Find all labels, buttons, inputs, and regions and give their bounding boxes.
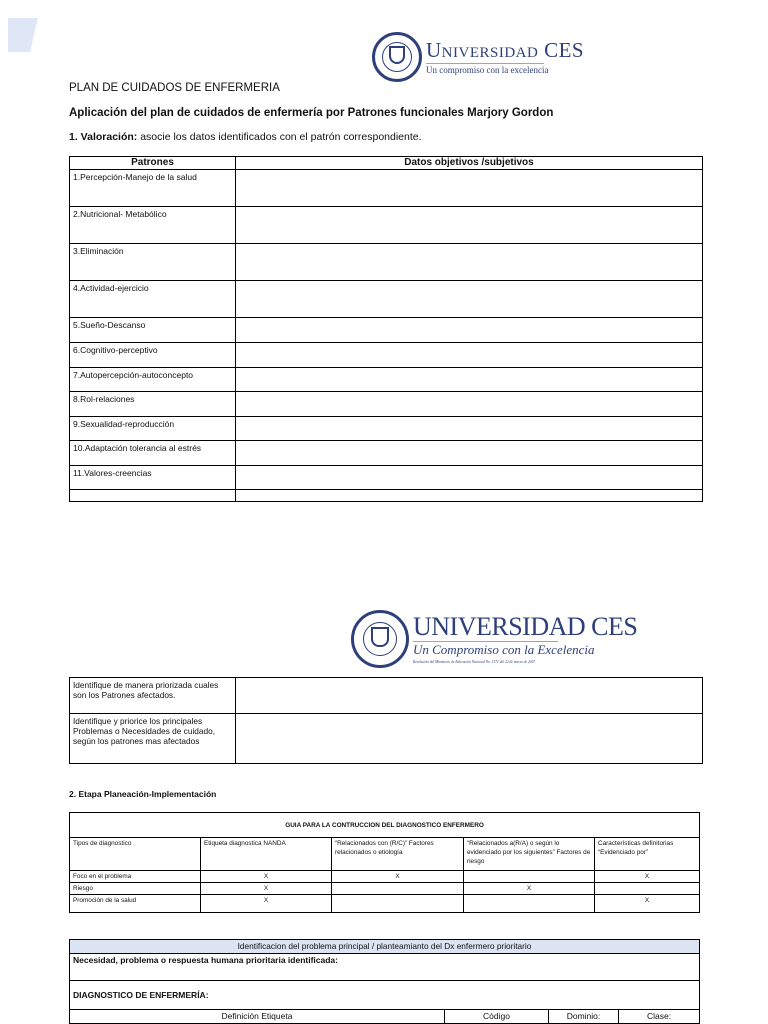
guide-header: “Relacionados a(R/A) o según lo evidenciado por los siguientes” Factores de riesgo — [464, 838, 595, 871]
document-subtitle: Aplicación del plan de cuidados de enfermería por Patrones funcionales Marjory Gordon — [69, 107, 554, 119]
logo-tagline: Un Compromiso con la Excelencia — [413, 642, 595, 657]
guide-mark — [595, 883, 700, 895]
guide-mark: X — [332, 871, 464, 883]
priority-need-field[interactable]: Necesidad, problema o respuesta humana prioritaria identificada: — [70, 954, 700, 981]
section-1-instructions: asocie los datos identificados con el patrón correspondiente. — [137, 131, 422, 143]
guide-mark: X — [201, 895, 332, 913]
pattern-label: 9.Sexualidad-reproducción — [70, 417, 236, 441]
university-seal-icon — [372, 32, 422, 82]
pattern-data-cell[interactable] — [236, 207, 703, 244]
diagnosis-type: Riesgo — [70, 883, 201, 895]
guide-mark: X — [201, 883, 332, 895]
pattern-label: 4.Actividad-ejercicio — [70, 281, 236, 318]
pattern-label: 7.Autopercepción-autoconcepto — [70, 368, 236, 392]
section-1-label: 1. Valoración: — [69, 131, 138, 143]
logo-tagline: Un compromiso con la excelencia — [426, 65, 549, 75]
pattern-label: 10.Adaptación tolerancia al estrés — [70, 441, 236, 466]
university-seal-icon — [351, 610, 409, 668]
universidad-ces-logo-mid — [351, 610, 638, 672]
pattern-data-cell[interactable] — [236, 392, 703, 417]
pattern-data-cell[interactable] — [236, 441, 703, 466]
priority-answer-cell[interactable] — [236, 714, 703, 764]
guide-mark: X — [201, 871, 332, 883]
pattern-data-cell[interactable] — [236, 368, 703, 392]
pattern-label: 5.Sueño-Descanso — [70, 318, 236, 343]
guide-mark — [332, 895, 464, 913]
pattern-label: 3.Eliminación — [70, 244, 236, 281]
domain-label: Dominio: — [549, 1010, 619, 1024]
section-2-heading: 2. Etapa Planeación-Implementación — [69, 789, 217, 799]
page-corner-decoration — [0, 0, 38, 52]
pattern-data-cell[interactable] — [236, 318, 703, 343]
pattern-label: 6.Cognitivo-perceptivo — [70, 343, 236, 368]
guide-header: Características definitorias “Evidenciado por” — [595, 838, 700, 871]
pattern-data-cell[interactable] — [236, 490, 703, 502]
class-label: Clase: — [619, 1010, 700, 1024]
pattern-data-cell[interactable] — [236, 343, 703, 368]
pattern-data-cell[interactable] — [236, 281, 703, 318]
priority-prompt: Identifique de manera priorizada cuales son los Patrones afectados. — [70, 678, 236, 714]
pattern-data-cell[interactable] — [236, 170, 703, 207]
patterns-table — [69, 156, 703, 502]
guide-mark — [464, 871, 595, 883]
section-1-heading — [69, 131, 422, 143]
pattern-label — [70, 490, 236, 502]
priority-prompt: Identifique y priorice los principales Problemas o Necesidades de cuidado, según los patrones mas afectados — [70, 714, 236, 764]
pattern-data-cell[interactable] — [236, 417, 703, 441]
guide-header: Etiqueta diagnostica NANDA — [201, 838, 332, 871]
guide-header: Tipos de diagnostico — [70, 838, 201, 871]
diagnosis-type: Foco en el problema — [70, 871, 201, 883]
definition-label: Definición Etiqueta — [70, 1010, 445, 1024]
priority-table — [69, 677, 703, 764]
priority-answer-cell[interactable] — [236, 678, 703, 714]
pattern-label: 1.Percepción-Manejo de la salud — [70, 170, 236, 207]
guide-mark — [332, 883, 464, 895]
problem-identification-table — [69, 939, 700, 1024]
pattern-label: 2.Nutricional- Metabólico — [70, 207, 236, 244]
diagnosis-guide-title: GUIA PARA LA CONTRUCCION DEL DIAGNOSTICO ENFERMERO — [70, 813, 700, 838]
problem-table-title: Identificacion del problema principal / planteamianto del Dx enfermero prioritario — [70, 940, 700, 954]
logo-brand-text: UNIVERSIDAD CES — [413, 612, 638, 641]
logo-brand-text: Universidad CES — [426, 38, 585, 62]
guide-mark: X — [595, 895, 700, 913]
pattern-data-cell[interactable] — [236, 244, 703, 281]
pattern-label: 8.Rol-relaciones — [70, 392, 236, 417]
diagnosis-guide-table — [69, 812, 700, 913]
pattern-label: 11.Valores-creencias — [70, 466, 236, 490]
guide-header: “Relacionados con (R/C)” Factores relacionados o etiología — [332, 838, 464, 871]
header-datos: Datos objetivos /subjetivos — [236, 157, 703, 170]
guide-mark — [464, 895, 595, 913]
guide-mark: X — [464, 883, 595, 895]
guide-mark: X — [595, 871, 700, 883]
header-patrones: Patrones — [70, 157, 236, 170]
document-title: PLAN DE CUIDADOS DE ENFERMERIA — [69, 82, 280, 94]
pattern-data-cell[interactable] — [236, 466, 703, 490]
nursing-diagnosis-field[interactable]: DIAGNOSTICO DE ENFERMERÍA: — [70, 981, 700, 1010]
code-label: Código — [445, 1010, 549, 1024]
logo-resolution-text: Resolución del Ministerio de Educación Nacional No. 1371 del 22 de marzo de 2007 — [413, 660, 536, 664]
universidad-ces-logo-top — [372, 32, 585, 84]
diagnosis-type: Promoción de la salud — [70, 895, 201, 913]
